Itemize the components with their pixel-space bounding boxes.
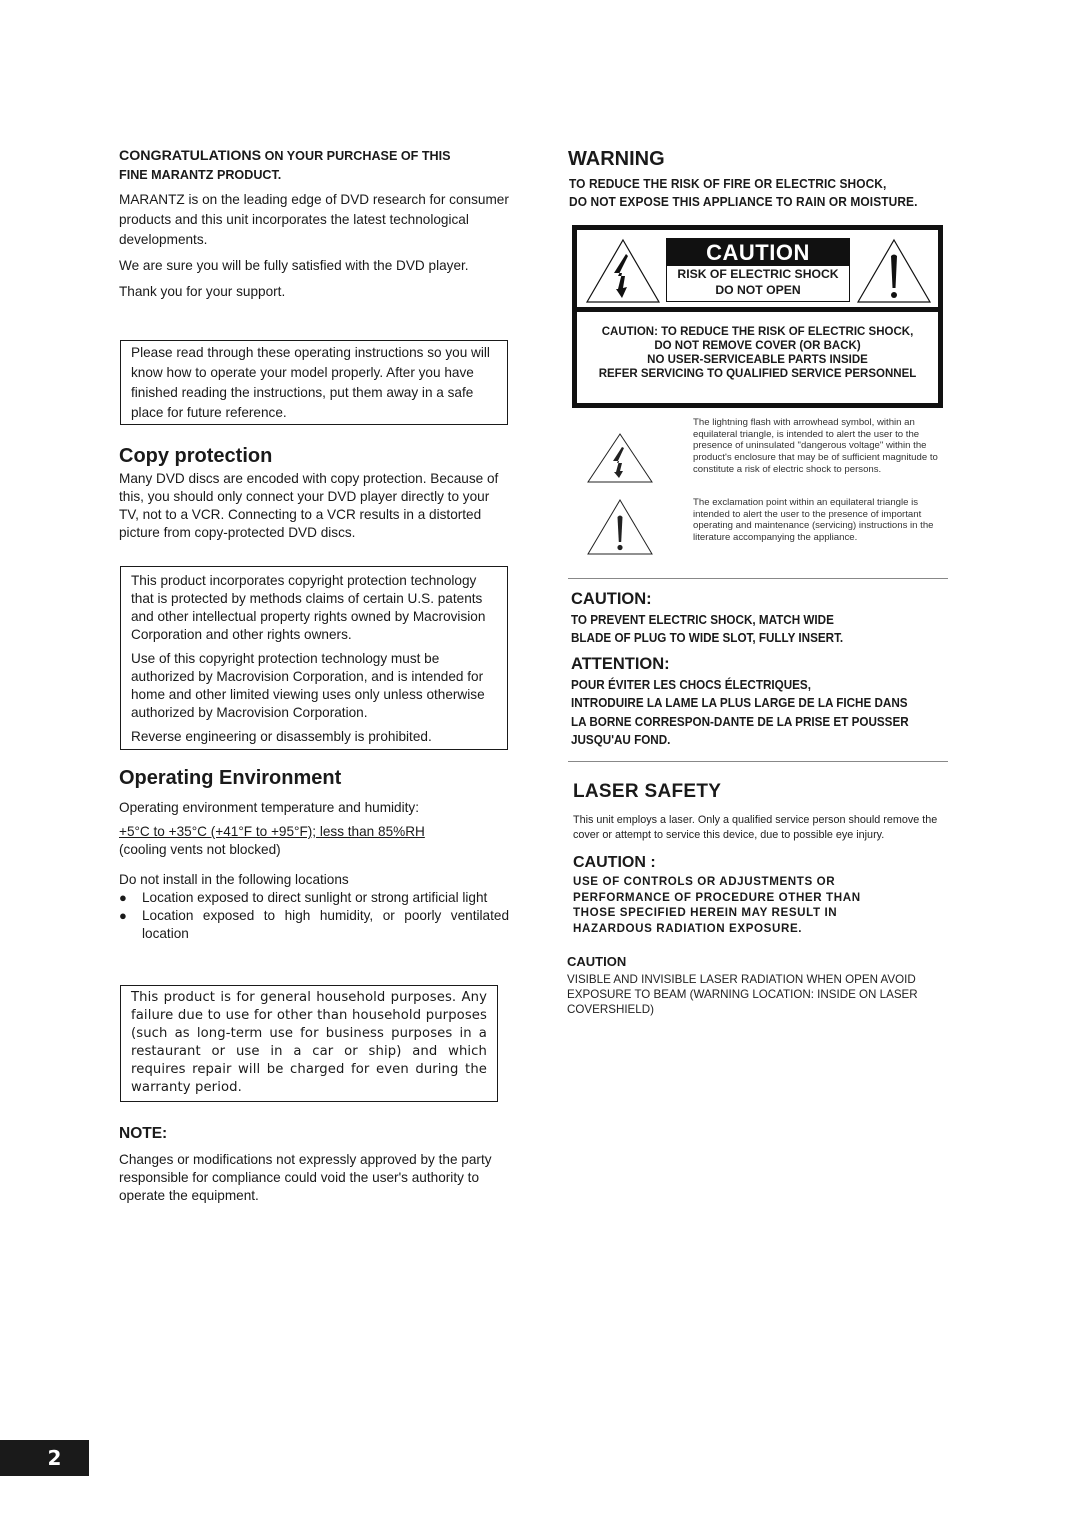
warning-heading: WARNING xyxy=(568,148,665,170)
section-divider xyxy=(568,761,948,762)
exclamation-triangle-icon xyxy=(856,238,932,304)
laser-caution-body xyxy=(573,874,943,936)
plug-caution-line: TO PREVENT ELECTRIC SHOCK, MATCH WIDE xyxy=(571,613,834,627)
warning-text xyxy=(569,175,954,211)
radiation-caution-body: VISIBLE AND INVISIBLE LASER RADIATION WHEN OPEN AVOID EXPOSURE TO BEAM (WARNING LOCATION: INSIDE ON LASER COVERSHIELD) xyxy=(567,973,918,1016)
section-divider xyxy=(568,578,948,579)
temperature-humidity-range: +5°C to +35°C (+41°F to +95°F); less than 85%RH xyxy=(119,824,425,839)
laser-caution-line: THOSE SPECIFIED HEREIN MAY RESULT IN xyxy=(573,906,838,919)
symbol-explanations xyxy=(580,415,950,575)
radiation-caution-heading: CAUTION xyxy=(567,954,627,969)
list-item xyxy=(119,907,509,943)
laser-caution-line: HAZARDOUS RADIATION EXPOSURE. xyxy=(573,921,803,935)
caution-center-panel xyxy=(666,238,850,302)
attention-line: JUSQU'AU FOND. xyxy=(571,732,671,747)
intro-paragraph: Thank you for your support. xyxy=(119,284,286,299)
caution-lower-text xyxy=(577,325,938,381)
macrovision-notice xyxy=(120,566,508,750)
copy-protection-body: Many DVD discs are encoded with copy protection. Because of this, you should only connect your DVD player directly to your TV, not to a VCR. Connecting to a VCR results in a distorted picture from copy-protected DVD discs. xyxy=(119,471,499,540)
exclamation-explanation-text: The exclamation point within an equilateral triangle is intended to alert the user to the presence of important operating and maintenance (servicing) instructions in the literature accompanying the appliance. xyxy=(693,497,934,544)
attention-line: INTRODUIRE LA LAME LA PLUS LARGE DE LA FICHE DANS xyxy=(571,696,908,711)
caution-label xyxy=(572,225,943,408)
operating-environment-intro: Operating environment temperature and humidity: xyxy=(119,800,419,815)
macrovision-paragraph: Reverse engineering or disassembly is prohibited. xyxy=(131,729,432,744)
attention-heading: ATTENTION: xyxy=(571,655,670,673)
laser-caution-line: USE OF CONTROLS OR ADJUSTMENTS OR xyxy=(573,875,836,888)
intro-paragraph: MARANTZ is on the leading edge of DVD research for consumer products and this unit incorporates the latest technological developments. xyxy=(119,192,509,247)
warning-line: DO NOT EXPOSE THIS APPLIANCE TO RAIN OR MOISTURE. xyxy=(569,195,918,209)
lightning-triangle-icon xyxy=(585,238,661,304)
caution-lower-line: NO USER-SERVICEABLE PARTS INSIDE xyxy=(647,354,868,366)
symbol-explanation-exclamation xyxy=(580,495,950,575)
caution-title: CAUTION xyxy=(667,239,849,266)
laser-caution-line: PERFORMANCE OF PROCEDURE OTHER THAN xyxy=(573,890,861,904)
congratulations-line2: FINE MARANTZ PRODUCT. xyxy=(119,168,282,182)
read-instructions-text: Please read through these operating instructions so you will know how to operate your model properly. After you have finished reading the instructions, put them away in a safe place for future reference. xyxy=(131,345,490,420)
list-item xyxy=(119,889,509,907)
attention-line: POUR ÉVITER LES CHOCS ÉLECTRIQUES, xyxy=(571,678,811,692)
location-text: Location exposed to high humidity, or poorly ventilated location xyxy=(142,908,509,941)
congratulations-heading xyxy=(119,147,519,185)
operating-environment-range xyxy=(119,823,511,859)
caution-lower-line: DO NOT REMOVE COVER (OR BACK) xyxy=(654,340,861,352)
read-instructions-notice xyxy=(120,340,508,425)
caution-center-line: DO NOT OPEN xyxy=(715,283,801,297)
laser-caution-heading: CAUTION : xyxy=(573,854,656,871)
bullet-icon: ● xyxy=(119,890,127,905)
laser-safety-body: This unit employs a laser. Only a qualified service person should remove the cover or attempt to service this device, due to possible eye injury. xyxy=(573,814,938,841)
plug-caution-line: BLADE OF PLUG TO WIDE SLOT, FULLY INSERT. xyxy=(571,631,844,645)
operating-environment-heading: Operating Environment xyxy=(119,767,342,789)
intro-paragraph: We are sure you will be fully satisfied with the DVD player. xyxy=(119,258,469,273)
caution-lower-line: REFER SERVICING TO QUALIFIED SERVICE PERSONNEL xyxy=(598,368,917,380)
caution-label-divider xyxy=(577,307,938,312)
copy-protection-heading: Copy protection xyxy=(119,445,273,467)
macrovision-paragraph: Use of this copyright protection technology must be authorized by Macrovision Corporation, and is intended for home and other limited viewing uses only unless otherwise authorized by Macrovision Corporation. xyxy=(131,651,485,720)
symbol-explanation-lightning xyxy=(580,415,950,495)
macrovision-paragraph: This product incorporates copyright protection technology that is protected by methods claims of certain U.S. patents and other intellectual property rights owned by Macrovision Corporation and other rights owners. xyxy=(131,573,486,642)
bullet-icon: ● xyxy=(119,908,127,923)
note-heading: NOTE: xyxy=(119,1125,168,1142)
congratulations-rest: ON YOUR PURCHASE OF THIS xyxy=(261,149,451,163)
note-body: Changes or modifications not expressly approved by the party responsible for compliance could void the user's authority to operate the equipment. xyxy=(119,1152,492,1203)
attention-body xyxy=(571,676,939,749)
install-locations-list xyxy=(119,889,509,943)
page-number: 2 xyxy=(0,1440,89,1476)
caution-lower-line: CAUTION: TO REDUCE THE RISK OF ELECTRIC SHOCK, xyxy=(601,326,914,338)
laser-safety-heading: LASER SAFETY xyxy=(573,781,722,802)
plug-caution-body xyxy=(571,611,939,647)
household-purpose-notice xyxy=(120,985,498,1102)
warning-line: TO REDUCE THE RISK OF FIRE OR ELECTRIC SHOCK, xyxy=(569,177,887,191)
lightning-triangle-icon xyxy=(587,433,653,483)
do-not-install-label: Do not install in the following locations xyxy=(119,872,349,887)
household-text: This product is for general household purposes. Any failure due to use for other than household purposes (such as long-term use for business purposes in a restaurant or use in a car or ship) and which requires repair will be charged for even during the warranty period. xyxy=(131,990,487,1095)
congratulations-body xyxy=(119,190,514,308)
plug-caution-heading: CAUTION: xyxy=(571,590,652,608)
caution-center-line: RISK OF ELECTRIC SHOCK xyxy=(677,267,839,281)
lightning-explanation-text: The lightning flash with arrowhead symbol, within an equilateral triangle, is intended to alert the user to the presence of uninsulated "dangerous voltage" within the product's enclosure that may be of sufficient magnitude to constitute a risk of electric shock to persons. xyxy=(693,417,938,475)
location-text: Location exposed to direct sunlight or strong artificial light xyxy=(142,890,488,905)
congratulations-word: CONGRATULATIONS xyxy=(119,148,262,164)
range-note: (cooling vents not blocked) xyxy=(119,842,281,857)
exclamation-triangle-icon xyxy=(587,499,653,555)
attention-line: LA BORNE CORRESPON-DANTE DE LA PRISE ET POUSSER xyxy=(571,714,909,729)
